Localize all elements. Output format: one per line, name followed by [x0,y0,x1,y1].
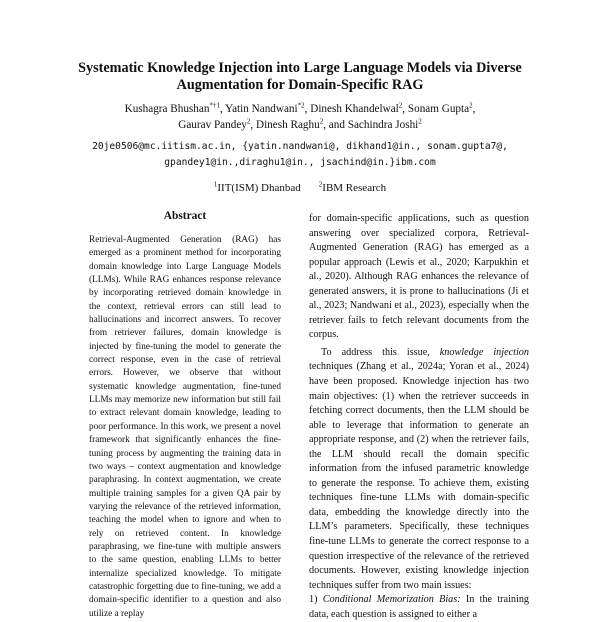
title-line-2: Augmentation for Domain-Specific RAG [176,77,424,93]
issue-text: In the training data, each question is assigned to either a [309,594,530,620]
list-number: 1) [309,594,318,606]
author-name: and Sachindra Joshi [328,119,419,131]
intro-paragraph-1: for domain-specific applications, such as question answering over specialized corpora, Retrieval-Augmented Generation (RAG) has emerged as a popular approach (Lewis et al., 2020; Karpukhin et al., 2020). Although RAG enhances the relevance of generated answers, it is prone to hallucinations (Ji et al., 2023; Nandwani et al., 2023), especially when the retriever fails to fetch relevant documents from the corpus. [309,213,529,341]
author-name: Gaurav Pandey [178,119,247,131]
author-name: Kushagra Bhushan [124,103,210,115]
intro-column [309,212,529,622]
affiliation-name: IIT(ISM) Dhanbad [217,182,301,194]
paper-title [40,60,560,94]
author-mark: 2 [246,117,251,126]
affiliation-mark: 1 [213,180,218,189]
author-mark: 2 [319,117,324,126]
issue-list-item [309,593,529,622]
intro-paragraph-2-lead: To address this issue, [321,346,440,358]
author-name: Sonam Gupta [407,103,470,115]
abstract-text: Retrieval-Augmented Generation (RAG) has emerged as a prominent method for incorporating domain knowledge into Large Language Models (LLMs). While RAG enhances response relevance by incorporating retrieved domain knowledge in the context, retrieval errors can still lead to hallucinations and incorrect answers. To recover from retriever failures, domain knowledge is injected by fine-tuning the model to generate the correct response, even in the case of retrieval errors. However, we observe that without systematic knowledge augmentation, fine-tuned LLMs may memorize new information but still fail to extract relevant domain knowledge, leading to poor performance. In this work, we present a novel framework that significantly enhances the fine-tuning process by augmenting the training data in two ways – context augmentation and knowledge paraphrasing. In context augmentation, we create multiple training samples for a given QA pair by varying the relevance of the retrieved information, teaching the model when to ignore and when to rely on retrieved content. In knowledge paraphrasing, we fine-tune with multiple answers to the same question, enabling LLMs to better internalize specialized knowledge. To mitigate catastrophic forgetting due to fine-tuning, we add a domain-specific identifier to a question and also utilize a replay [89,235,281,619]
author-mark: *†1 [209,101,220,110]
author-name: Yatin Nandwani [225,103,298,115]
author-mark: 2 [418,117,422,126]
title-line-1: Systematic Knowledge Injection into Large Language Models via Diverse [78,60,522,76]
knowledge-injection-term: knowledge injection [439,346,529,358]
affiliations [40,181,560,195]
author-emails [40,139,560,171]
author-name: Dinesh Raghu [255,119,320,131]
author-mark: 2 [469,101,473,110]
author-mark: 2 [398,101,403,110]
author-name: Dinesh Khandelwal [310,103,399,115]
email-line-2: gpandey1@in.,diraghu1@in., jsachind@in.}ibm.com [164,157,436,168]
intro-paragraph-2 [309,346,529,593]
author-list: Kushagra Bhushan$^{*\dagger 1}$, Yatin Nandwani$^{*2}$, Dinesh Khandelwal$^2$, Sonam Gupta$^2$, Gaurav Pandey$^2$, Dinesh Raghu$^2$, and Sachindra Joshi$^2$ [124,101,476,131]
affiliation-mark: 2 [318,180,323,189]
intro-paragraph-2-body: techniques (Zhang et al., 2024a; Yoran et al., 2024) have been proposed. Knowledge injection has two main objectives: (1) when the retriever succeeds in fetching correct documents, then the LLM should be able to leverage that information to generate an appropriate response, and (2) when the retriever fails, the LLM should recall the domain specific information from the infused parametric knowledge to generate the response. To achieve them, existing techniques fine-tune LLMs with domain-specific data, embedding the knowledge directly into the LLM’s parameters. Specifically, these techniques fine-tune LLMs to generate the correct response to a question irrespective of the relevance of the retrieved documents. However, existing knowledge injection techniques suffer from two main issues: [309,361,529,591]
author-mark: *2 [297,101,305,110]
affiliation-name: IBM Research [322,182,387,194]
issue-title: Conditional Memorization Bias: [322,594,461,606]
email-line-1: 20je0506@mc.iitism.ac.in, {yatin.nandwani@, dikhand1@in., sonam.gupta7@, [92,141,508,152]
abstract-heading: Abstract [163,210,207,222]
